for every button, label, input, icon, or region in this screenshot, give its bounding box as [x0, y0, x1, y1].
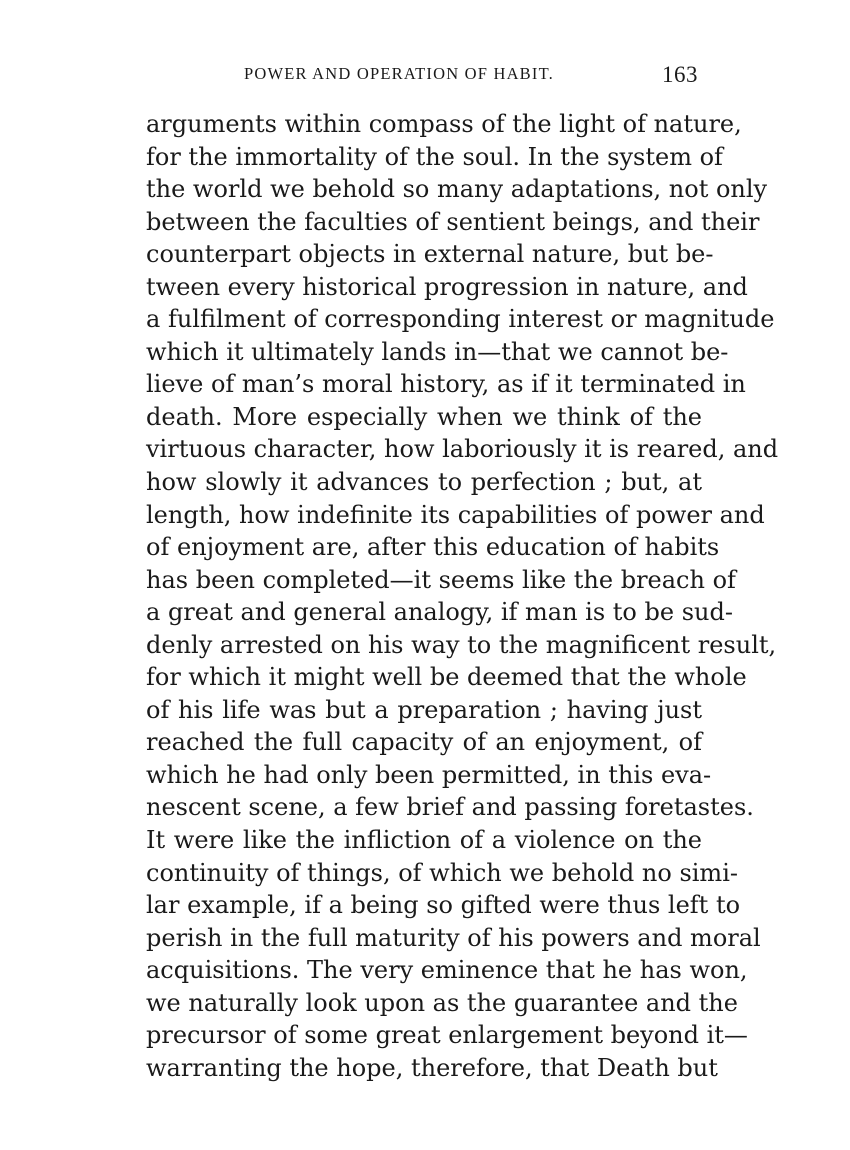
- text-line: nescent scene, a few brief and passing foretastes.: [146, 793, 754, 822]
- running-head-title: POWER AND OPERATION OF HABIT.: [244, 64, 554, 83]
- text-line: of his life was but a preparation ; having just: [146, 695, 702, 724]
- text-line: lieve of man’s moral history, as if it terminated in: [146, 370, 746, 399]
- text-line: tween every historical progression in nature, and: [146, 272, 748, 301]
- text-line: a great and general analogy, if man is to be sud-: [146, 598, 733, 627]
- text-line: death. More especially when we think of the: [146, 402, 702, 431]
- text-line: It were like the infliction of a violence on the: [146, 826, 702, 855]
- text-line: perish in the full maturity of his powers and moral: [146, 923, 761, 952]
- text-line: for the immortality of the soul. In the system of: [146, 142, 723, 171]
- text-line: acquisitions. The very eminence that he has won,: [146, 956, 748, 985]
- text-line: reached the full capacity of an enjoyment, of: [146, 728, 702, 757]
- text-line: has been completed—it seems like the breach of: [146, 565, 736, 594]
- text-line: warranting the hope, therefore, that Death but: [146, 1053, 718, 1082]
- text-line: counterpart objects in external nature, but be-: [146, 240, 714, 269]
- text-line: which he had only been permitted, in this eva-: [146, 760, 712, 789]
- text-line: virtuous character, how laboriously it is reared, and: [146, 435, 779, 464]
- text-line: for which it might well be deemed that the whole: [146, 663, 747, 692]
- page-number: 163: [662, 62, 698, 87]
- text-line: a fulfilment of corresponding interest or magnitude: [146, 305, 775, 334]
- text-line: the world we behold so many adaptations, not only: [146, 175, 768, 204]
- text-line: lar example, if a being so gifted were thus left to: [146, 891, 741, 920]
- text-line: precursor of some great enlargement beyond it—: [146, 1021, 748, 1050]
- text-line: denly arrested on his way to the magnificent result,: [146, 630, 777, 659]
- body-text: [146, 108, 779, 1084]
- text-line: length, how indefinite its capabilities of power and: [146, 500, 765, 529]
- text-line: of enjoyment are, after this education of habits: [146, 533, 720, 562]
- text-line: between the faculties of sentient beings, and their: [146, 207, 760, 236]
- text-line: continuity of things, of which we behold no simi-: [146, 858, 738, 887]
- text-line: which it ultimately lands in—that we cannot be-: [146, 337, 729, 366]
- running-head: [146, 64, 702, 94]
- text-line: arguments within compass of the light of nature,: [146, 110, 742, 138]
- text-line: how slowly it advances to perfection ; but, at: [146, 468, 702, 497]
- text-line: we naturally look upon as the guarantee and the: [146, 988, 738, 1017]
